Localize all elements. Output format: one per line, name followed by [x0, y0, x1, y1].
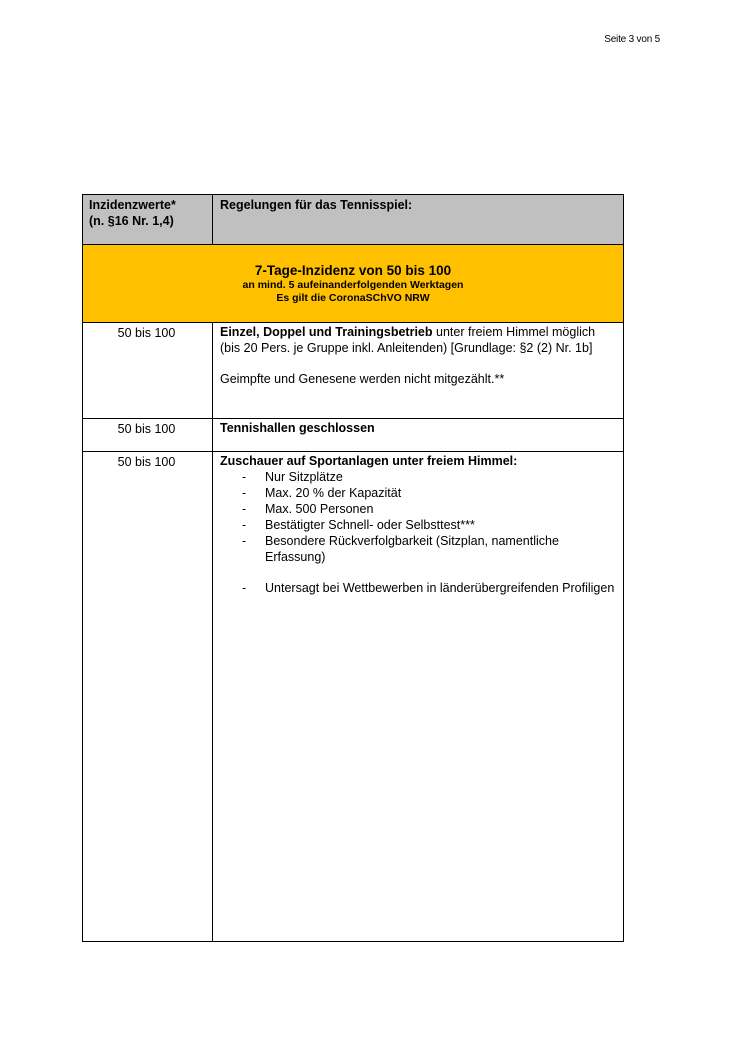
incidence-value: 50 bis 100 — [83, 452, 213, 942]
page-number: Seite 3 von 5 — [604, 34, 660, 45]
incidence-value: 50 bis 100 — [83, 323, 213, 419]
rules-column-header: Regelungen für das Tennisspiel: — [213, 195, 624, 245]
incidence-value: 50 bis 100 — [83, 419, 213, 452]
table-header-row — [83, 195, 624, 245]
table-row — [83, 419, 624, 452]
list-item: - Max. 20 % der Kapazität — [220, 485, 617, 501]
rule-heading: Zuschauer auf Sportanlagen unter freiem Himmel: — [220, 454, 518, 468]
incidence-band — [83, 245, 624, 323]
band-subtitle: an mind. 5 aufeinanderfolgenden Werktagen — [242, 279, 464, 291]
rules-table — [82, 194, 624, 942]
incidence-header-line1: Inzidenzwerte* — [89, 198, 176, 212]
list-item: - Besondere Rückverfolgbarkeit (Sitzplan, namentliche Erfassung) — [220, 533, 617, 565]
rule-cell — [213, 323, 624, 419]
rule-text: unter freiem Himmel möglich (bis 20 Pers. je Gruppe inkl. Anleitenden) [Grundlage: §2 (2) Nr. 1b] — [220, 325, 596, 355]
list-item: - Bestätigter Schnell- oder Selbsttest*** — [220, 517, 617, 533]
band-regulation: Es gilt die CoronaSChVO NRW — [276, 292, 430, 304]
competition-rules-list — [220, 580, 617, 596]
rule-cell — [213, 452, 624, 942]
list-item: - Max. 500 Personen — [220, 501, 617, 517]
list-item: - Untersagt bei Wettbewerben in länderübergreifenden Profiligen — [220, 580, 617, 596]
rule-heading: Tennishallen geschlossen — [220, 421, 375, 435]
incidence-band-row — [83, 245, 624, 323]
incidence-header-line2: (n. §16 Nr. 1,4) — [89, 214, 174, 228]
table-row — [83, 452, 624, 942]
band-title: 7-Tage-Inzidenz von 50 bis 100 — [254, 263, 452, 278]
spectator-rules-list — [220, 469, 617, 565]
rule-heading: Einzel, Doppel und Trainingsbetrieb — [220, 325, 433, 339]
rule-note: Geimpfte und Genesene werden nicht mitgezählt.** — [220, 372, 505, 386]
table-row — [83, 323, 624, 419]
rule-cell — [213, 419, 624, 452]
list-item: - Nur Sitzplätze — [220, 469, 617, 485]
incidence-column-header — [83, 195, 213, 245]
